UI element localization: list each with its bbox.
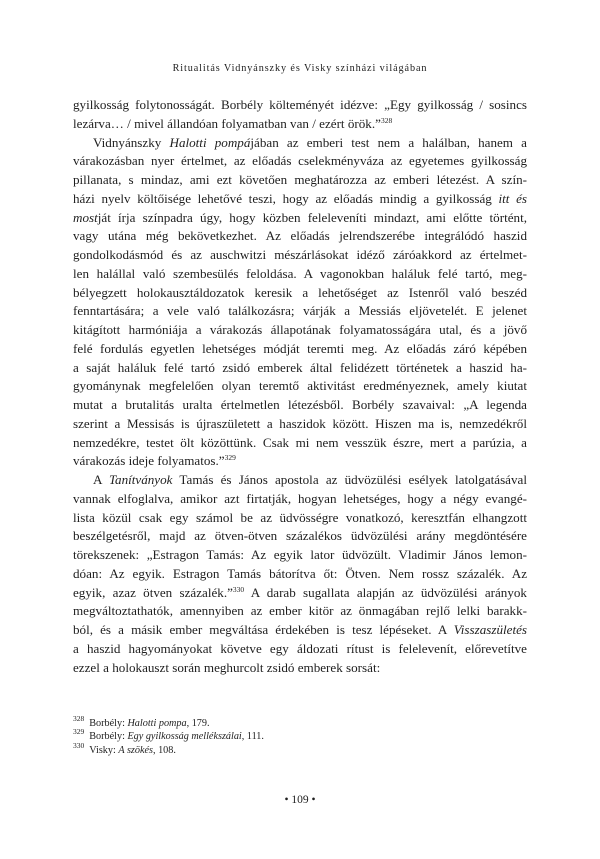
text-run: A xyxy=(93,472,109,487)
text-line xyxy=(73,621,527,640)
text-line xyxy=(73,527,527,546)
text-run: várakozásban nyer értelmet, az előadás cselekményváza az egyetemes gyilkosság xyxy=(73,153,527,169)
text-run: bélyegzett holokausztáldozatok keresik a lehetőséget az Istenről való beszéd xyxy=(73,284,527,300)
text-run: gyománynak megfelelően olyan teremtő aktivitást eredményeznek, amely kiutat xyxy=(73,378,527,394)
italic-text: Halotti pompá xyxy=(169,134,251,150)
footnote-ref: 329 xyxy=(73,727,85,737)
text-run: nemzedékre, testet ölt közöttünk. Csak mi nem vesszük észre, mert a parúzia, a xyxy=(73,434,527,450)
text-run: Visky: xyxy=(89,744,119,756)
footnote-ref: 330 xyxy=(73,740,85,750)
text-run: Borbély: xyxy=(89,718,128,729)
footnote-ref: 328 xyxy=(73,714,85,723)
text-run: vannak elfoglalva, amikor azt firtatják, hogyan lehetséges, hogy a négy evangé- xyxy=(73,490,527,506)
footnote xyxy=(73,714,527,730)
footnotes xyxy=(73,714,527,757)
text-run: házi nyelv költőisége lehetővé teszi, hogy az előadás mindig a gyilkosság xyxy=(73,190,499,206)
paragraph xyxy=(73,471,527,677)
text-run: törekszenek: „Estragon Tamás: Az egyik lator üdvözült. Vladimir János lemon- xyxy=(73,547,527,562)
italic-text: Visszaszületés xyxy=(453,622,527,637)
text-run: Tamás és János apostola az üdvözülési esélyek latolgatásával xyxy=(172,472,527,487)
page-number: • 109 • xyxy=(284,794,316,806)
text-line xyxy=(73,471,527,490)
text-run: a haszid hagyományokat követve egy áldozati rítust is felelevenít, előrevetítve xyxy=(73,640,527,656)
text-run: felé fordulás egyetlen lehetséges módját teremti meg. Az előadás záró képében xyxy=(73,340,527,356)
italic-text: itt és xyxy=(498,190,527,206)
text-line xyxy=(73,284,527,303)
text-run: ját írja színpadra úgy, hogy közben feleleveníti mindazt, ami előtte történt, xyxy=(97,209,527,225)
text-run: pillanata, s mindaz, ami ezt követően meghatározza az emberi létezést. A szín- xyxy=(73,172,527,187)
text-run: szerint a Messisás is újraszületett a haszidok között. Hiszen ma is, nemzedékről xyxy=(73,415,527,431)
footnote-ref: 328 xyxy=(380,115,393,125)
text-run: gondolkodásmód és az auschwitzi mészárlásokat idéző záróakkord az értelmet- xyxy=(73,247,527,262)
text-run: lezárva… / mivel állandóan folyamatban van / ezért örök.” xyxy=(73,115,381,131)
text-line xyxy=(73,452,527,471)
text-run: ezzel a holokauszt során meghurcolt zsidó emberek sorsát: xyxy=(73,659,381,675)
text-line xyxy=(73,640,527,659)
text-line xyxy=(73,190,527,209)
text-line xyxy=(73,340,527,359)
text-line xyxy=(73,152,527,171)
text-line xyxy=(73,396,527,415)
text-line xyxy=(73,96,527,115)
text-line xyxy=(73,209,527,228)
text-run: kitágított harmóniája a várakozás állapotának folyamatosságára utal, és a jövő xyxy=(73,322,527,337)
text-run: Vidnyánszky xyxy=(93,134,170,150)
text-run: jában az emberi test nem a halálban, hanem a xyxy=(250,134,527,150)
footnote xyxy=(73,727,527,743)
text-line xyxy=(73,171,527,190)
text-line xyxy=(73,359,527,378)
text-run: , 179. xyxy=(186,718,210,729)
text-line xyxy=(73,509,527,528)
text-line xyxy=(73,602,527,621)
text-run: egyik, azaz ötven százalék.” xyxy=(73,584,233,600)
text-run: , 108. xyxy=(152,744,176,756)
text-run: lista közül csak egy számol be az üdvösségre vonatkozó, keresztfán elhangzott xyxy=(73,509,527,525)
italic-text: Halotti pompa xyxy=(127,718,187,729)
text-line xyxy=(73,227,527,246)
italic-text: A szökés xyxy=(118,744,153,756)
text-line xyxy=(73,321,527,340)
text-line xyxy=(73,415,527,434)
text-run: ból, és a másik ember megváltása érdekében is tesz lépéseket. A xyxy=(73,622,454,637)
text-run: fenntartására; a vele való találkozásra; várják a Messiás eljövetelét. E jelenet xyxy=(73,303,527,319)
text-run: dóan: Az egyik. Estragon Tamás bátorítva őt: Ötven. Nem rossz százalék. Az xyxy=(73,565,527,581)
text-line xyxy=(73,265,527,284)
italic-text: most xyxy=(73,209,98,225)
text-line xyxy=(73,434,527,453)
text-line xyxy=(73,302,527,321)
body-text xyxy=(73,96,527,677)
text-run: várakozás ideje folyamatos.” xyxy=(73,453,225,469)
text-line xyxy=(73,115,527,134)
text-line xyxy=(73,246,527,265)
footnote xyxy=(73,740,527,757)
text-line xyxy=(73,659,527,678)
text-run: mutat a brutalitás uralta értelmetlen létezésből. Borbély szavaival: „A legenda xyxy=(73,397,527,412)
text-run: Borbély: xyxy=(89,731,128,743)
text-run: len halállal való szembesülés feloldása. A vagonokban haláluk felé tartó, meg- xyxy=(73,265,527,281)
text-run: vagy utána még bekövetkezhet. Az előadás jelrendszerébe integrálódó haszid xyxy=(73,228,527,244)
text-run: gyilkosság folytonosságát. Borbély költeményét idézve: „Egy gyilkosság / sosincs xyxy=(73,97,527,112)
text-run: beszélgetésről, majd az ötven-ötven százalékos üdvözülési arány megdöntésére xyxy=(73,528,527,544)
text-line xyxy=(73,565,527,584)
footnote-ref: 329 xyxy=(224,453,236,463)
italic-text: Tanítványok xyxy=(108,472,173,487)
running-head: Ritualitás Vidnyánszky és Visky színházi világában xyxy=(172,63,428,74)
paragraph xyxy=(73,134,527,472)
text-run: A darab sugallata alapján az üdvözülési arányok xyxy=(244,584,527,600)
text-run: , 111. xyxy=(241,731,264,743)
text-line xyxy=(73,134,527,153)
text-line xyxy=(73,546,527,565)
text-line xyxy=(73,584,527,603)
footnote-ref: 330 xyxy=(232,584,245,594)
italic-text: Egy gyilkosság mellékszálai xyxy=(127,731,242,743)
text-line xyxy=(73,490,527,509)
paragraph xyxy=(73,96,527,134)
text-line xyxy=(73,377,527,396)
text-run: a saját haláluk felé tartó zsidó emberek által felidézett történetek a haszid ha- xyxy=(73,359,527,375)
text-run: megváltoztathatók, amennyiben az ember kitör az önmagában rejlő lelki barakk- xyxy=(73,603,527,619)
